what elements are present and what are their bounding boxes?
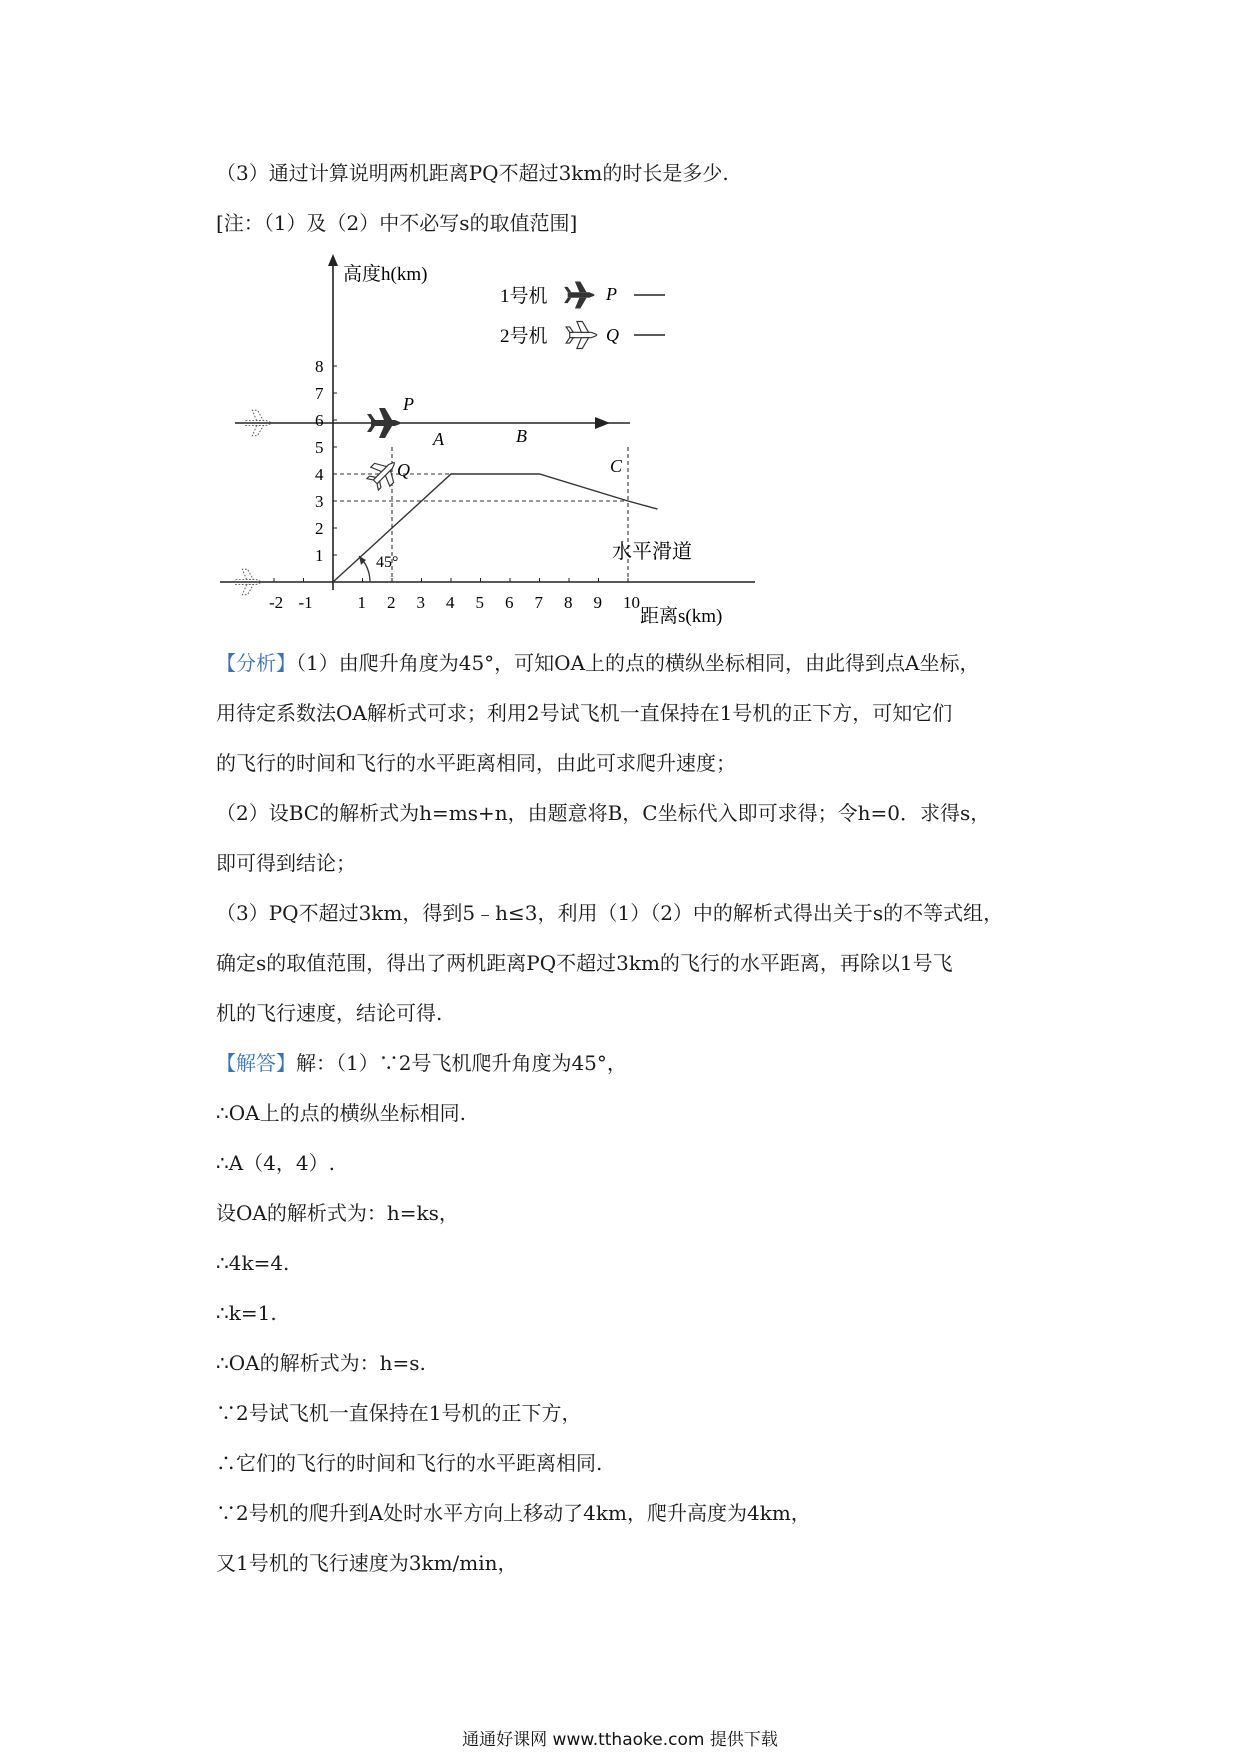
y-tick-label: 7	[315, 384, 324, 403]
solution-text: 解：（1）∵2号飞机爬升角度为45°，	[296, 1051, 627, 1075]
y-tick-label: 1	[315, 546, 324, 565]
analysis-text: （1）由爬升角度为45°，可知OA上的点的横纵坐标相同，由此得到点A坐标，	[296, 651, 980, 675]
solution-tag: 【解答】	[216, 1051, 296, 1075]
x-tick-label: 4	[446, 593, 455, 612]
x-tick-label: -1	[298, 593, 313, 612]
note-line: [注：（1）及（2）中不必写s的取值范围]	[216, 211, 578, 235]
solution-line-6: ∴k=1.	[216, 1301, 277, 1325]
analysis-line-2: 用待定系数法OA解析式可求；利用2号试飞机一直保持在1号机的正下方，可知它们	[216, 701, 953, 725]
y-axis-arrow	[328, 254, 338, 266]
page-footer: 通通好课网 www.tthaoke.com 提供下载	[462, 1730, 778, 1750]
y-axis-label: 高度h(km)	[343, 264, 428, 285]
solution-line-10: ∵2号机的爬升到A处时水平方向上移动了4km，爬升高度为4km，	[216, 1501, 811, 1525]
solution-line-9: ∴它们的飞行的时间和飞行的水平距离相同.	[216, 1451, 603, 1475]
legend-plane1-label: 1号机	[500, 286, 548, 307]
x-tick-label: 2	[387, 593, 396, 612]
x-axis-label: 距离s(km)	[640, 606, 723, 627]
solution-line-11: 又1号机的飞行速度为3km/min，	[216, 1551, 518, 1575]
analysis-tag: 【分析】	[216, 651, 296, 675]
x-tick-label: 10	[623, 593, 640, 612]
y-tick-label: 8	[315, 357, 324, 376]
plane1-route-arrow	[595, 417, 610, 429]
question-3-line: （3）通过计算说明两机距离PQ不超过3km的时长是多少.	[216, 161, 729, 185]
label-c: C	[610, 456, 623, 476]
x-tick-label: 3	[416, 593, 425, 612]
legend-p: P	[606, 284, 617, 304]
solution-line-3: ∴A（4，4）.	[216, 1151, 335, 1175]
analysis-line-5: 即可得到结论；	[216, 851, 356, 875]
solution-line-4: 设OA的解析式为：h=ks，	[216, 1201, 459, 1225]
label-a: A	[433, 429, 444, 449]
x-tick-label: -2	[269, 593, 284, 612]
solution-line-8: ∵2号试飞机一直保持在1号机的正下方，	[216, 1401, 582, 1425]
y-tick-label: 3	[315, 492, 324, 511]
analysis-line-7: 确定s的取值范围，得出了两机距离PQ不超过3km的飞行的水平距离，再除以1号飞	[216, 951, 953, 975]
coordinate-figure	[200, 250, 800, 635]
y-tick-label: 2	[315, 519, 324, 538]
legend-q: Q	[606, 325, 619, 345]
solution-line-1	[216, 1048, 627, 1078]
runway-label: 水平滑道	[612, 541, 692, 563]
analysis-line-6: （3）PQ不超过3km，得到5﹣h≤3，利用（1）（2）中的解析式得出关于s的不等式组，	[216, 901, 1004, 925]
y-tick-label: 5	[315, 438, 324, 457]
legend-plane1-icon	[564, 282, 595, 309]
y-tick-label: 4	[315, 465, 324, 484]
label-b: B	[516, 426, 527, 446]
x-tick-label: 5	[475, 593, 484, 612]
label-q: Q	[397, 460, 410, 480]
analysis-line-8: 机的飞行速度，结论可得.	[216, 1001, 443, 1025]
solution-line-5: ∴4k=4.	[216, 1251, 290, 1275]
analysis-line-1	[216, 648, 979, 678]
legend-plane2-icon	[566, 322, 597, 349]
legend-plane2-label: 2号机	[500, 326, 548, 347]
plane1-icon	[367, 408, 401, 438]
analysis-line-3: 的飞行的时间和飞行的水平距离相同，由此可求爬升速度；	[216, 751, 736, 775]
x-tick-label: 8	[564, 593, 573, 612]
x-tick-label: 7	[534, 593, 543, 612]
x-tick-label: 6	[505, 593, 514, 612]
label-p: P	[403, 394, 414, 414]
x-tick-label: 9	[593, 593, 602, 612]
solution-line-2: ∴OA上的点的横纵坐标相同.	[216, 1101, 466, 1125]
analysis-line-4: （2）设BC的解析式为h=ms+n，由题意将B，C坐标代入即可求得；令h=0．求得s，	[216, 801, 991, 825]
x-tick-label: 1	[357, 593, 366, 612]
solution-line-7: ∴OA的解析式为：h=s.	[216, 1351, 426, 1375]
y-tick-label: 6	[315, 411, 324, 430]
angle-label: 45°	[376, 554, 399, 571]
